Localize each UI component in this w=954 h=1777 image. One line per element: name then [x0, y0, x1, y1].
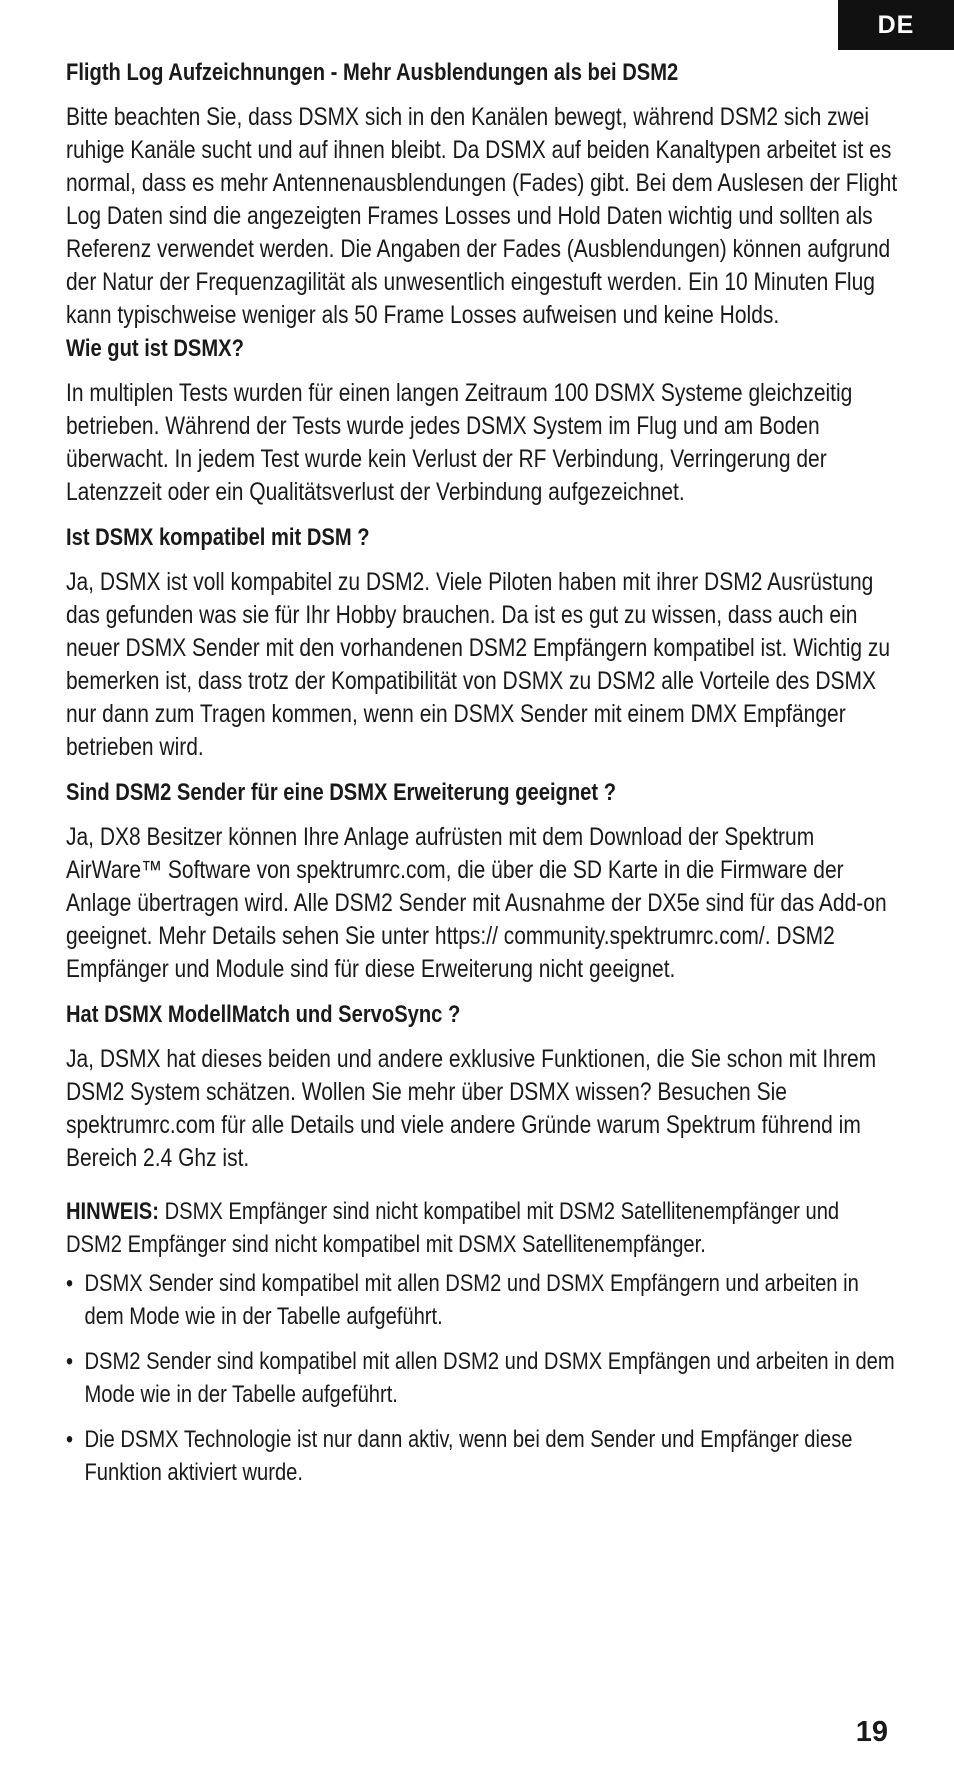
language-tab: DE: [838, 0, 954, 50]
section-flight-log: [66, 58, 898, 332]
section-heading: Fligth Log Aufzeichnungen - Mehr Ausblendungen als bei DSM2: [66, 59, 679, 86]
section-how-good: [66, 334, 898, 509]
section-compatibility: [66, 523, 898, 764]
list-item-text: DSM2 Sender sind kompatibel mit allen DSM2 und DSMX Empfängen und arbeiten in dem Mode wie in der Tabelle aufgeführt.: [84, 1348, 895, 1408]
section-heading: Ist DSMX kompatibel mit DSM ?: [66, 524, 370, 551]
section-upgrade: [66, 778, 898, 986]
note-label: HINWEIS:: [66, 1198, 159, 1225]
bullet-icon: •: [66, 1270, 74, 1297]
list-item: [66, 1267, 898, 1333]
text-column: [66, 58, 898, 1489]
section-body: Ja, DSMX hat dieses beiden und andere exklusive Funktionen, die Sie schon mit Ihrem DSM2 System schätzen. Wollen Sie mehr über DSMX wissen? Besuchen Sie spektrumrc.com für alle Details und viele andere Gründe warum Spektrum führend im Bereich 2.4 Ghz ist.: [66, 1045, 877, 1172]
section-heading: Hat DSMX ModellMatch und ServoSync ?: [66, 1001, 461, 1028]
section-body: In multiplen Tests wurden für einen langen Zeitraum 100 DSMX Systeme gleichzeitig betrieben. Während der Tests wurde jedes DSMX System im Flug und am Boden überwacht. In jedem Test wurde kein Verlust der RF Verbindung, Verringerung der Latenzzeit oder ein Qualitätsverlust der Verbindung aufgezeichnet.: [66, 379, 853, 506]
page-number: 19: [855, 1716, 888, 1748]
section-body: Ja, DSMX ist voll kompabitel zu DSM2. Viele Piloten haben mit ihrer DSM2 Ausrüstung das gefunden was sie für Ihr Hobby brauchen. Da ist es gut zu wissen, dass auch ein neuer DSMX Sender mit den vorhandenen DSM2 Empfängern kompatibel ist. Wichtig zu bemerken ist, dass trotz der Kompatibilität von DSMX zu DSM2 alle Vorteile des DSMX nur dann zum Tragen kommen, wenn ein DSMX Sender mit einem DMX Empfänger betrieben wird.: [66, 568, 891, 761]
list-item-text: Die DSMX Technologie ist nur dann aktiv, wenn bei dem Sender und Empfänger diese Funktion aktiviert wurde.: [84, 1426, 853, 1486]
section-body: Bitte beachten Sie, dass DSMX sich in den Kanälen bewegt, während DSM2 sich zwei ruhige Kanäle sucht und auf ihnen bleibt. Da DSMX auf beiden Kanaltypen arbeitet ist es normal, dass es mehr Antennenausblendungen (Fades) gibt. Bei dem Auslesen der Flight Log Daten sind die angezeigten Frames Losses und Hold Daten wichtig und sollten als Referenz verwendet werden. Die Angaben der Fades (Ausblendungen) können aufgrund der Natur der Frequenzagilität als unwesentlich eingestuft werden. Ein 10 Minuten Flug kann typischweise weniger als 50 Frame Losses aufweisen und keine Holds.: [66, 103, 898, 329]
page-content: [66, 58, 898, 1501]
note-block: [66, 1195, 898, 1261]
note-text: DSMX Empfänger sind nicht kompatibel mit DSM2 Satellitenempfänger und DSM2 Empfänger sind nicht kompatibel mit DSMX Satellitenempfänger.: [66, 1198, 840, 1258]
section-modelmatch: [66, 1000, 898, 1175]
bullet-icon: •: [66, 1348, 74, 1375]
bullet-list: [66, 1267, 898, 1489]
section-body: Ja, DX8 Besitzer können Ihre Anlage aufrüsten mit dem Download der Spektrum AirWare™ Software von spektrumrc.com, die über die SD Karte in die Firmware der Anlage übertragen wird. Alle DSM2 Sender mit Ausnahme der DX5e sind für das Add-on geeignet. Mehr Details sehen Sie unter https:// community.spektrumrc.com/. DSM2 Empfänger und Module sind für diese Erweiterung nicht geeignet.: [66, 823, 887, 983]
bullet-icon: •: [66, 1426, 74, 1453]
list-item: [66, 1345, 898, 1411]
list-item-text: DSMX Sender sind kompatibel mit allen DSM2 und DSMX Empfängern und arbeiten in dem Mode wie in der Tabelle aufgeführt.: [84, 1270, 859, 1330]
section-heading: Wie gut ist DSMX?: [66, 335, 244, 362]
list-item: [66, 1423, 898, 1489]
section-heading: Sind DSM2 Sender für eine DSMX Erweiterung geeignet ?: [66, 779, 617, 806]
